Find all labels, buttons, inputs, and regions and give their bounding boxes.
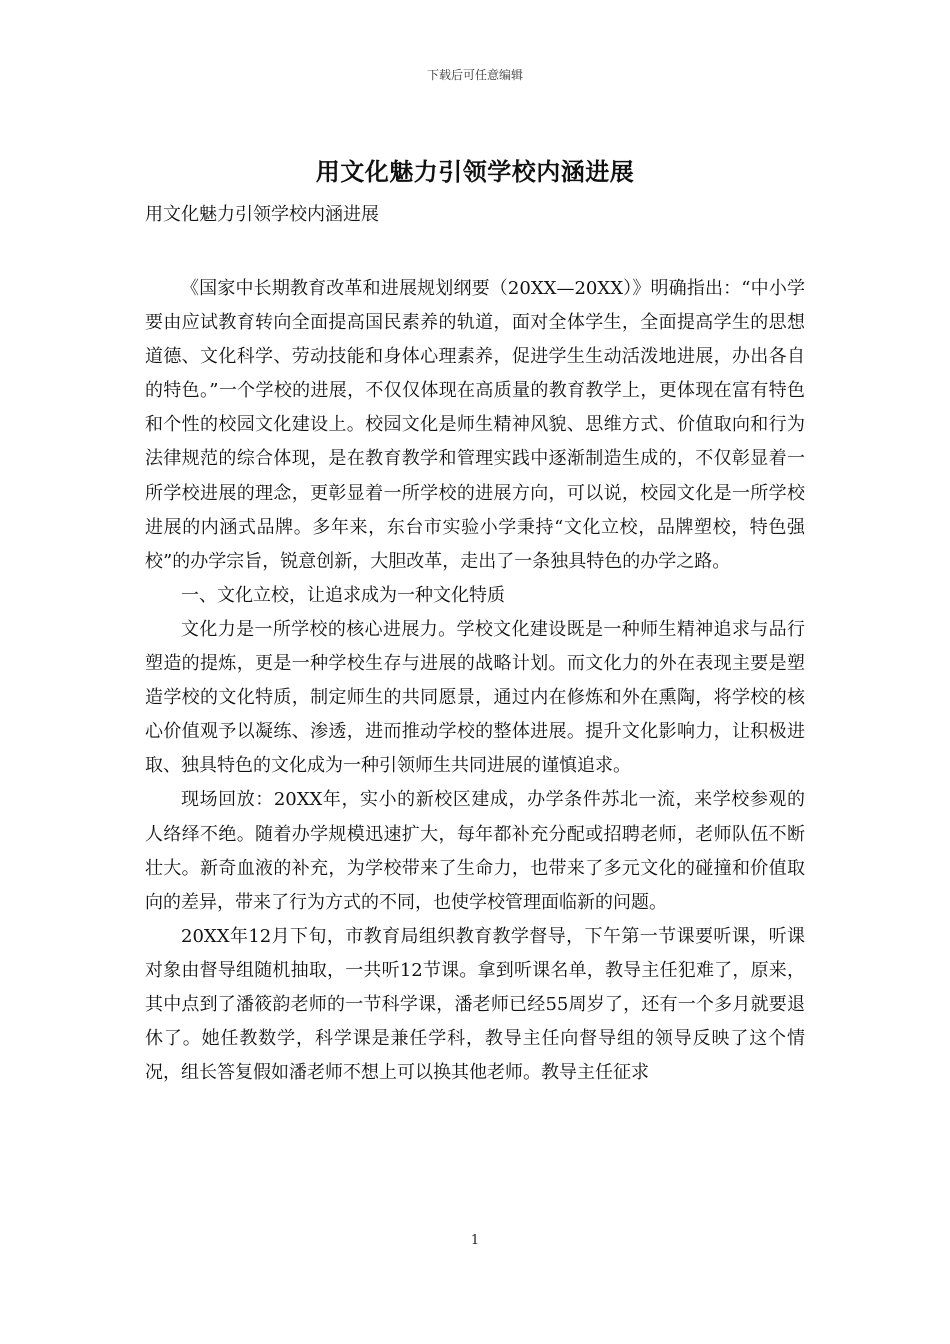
page-header-note: 下载后可任意编辑	[426, 68, 523, 82]
document-body	[145, 272, 805, 1090]
section-heading: 一、文化立校，让追求成为一种文化特质	[181, 584, 505, 606]
page-number: 1	[470, 1233, 480, 1248]
body-paragraph: 现场回放：20XX年，实小的新校区建成，办学条件苏北一流，来学校参观的人络绎不绝。随着办学规模迅速扩大，每年都补充分配或招聘老师，老师队伍不断壮大。新奇血液的补充，为学校带来了生命力，也带来了多元文化的碰撞和价值取向的差异，带来了行为方式的不同，也使学校管理面临新的问题。	[145, 789, 805, 913]
body-paragraph: 文化力是一所学校的核心进展力。学校文化建设既是一种师生精神追求与品行塑造的提炼，更是一种学校生存与进展的战略计划。而文化力的外在表现主要是塑造学校的文化特质，制定师生的共同愿景，通过内在修炼和外在熏陶，将学校的核心价值观予以凝练、渗透，进而推动学校的整体进展。提升文化影响力，让积极进取、独具特色的文化成为一种引领师生共同进展的谨慎追求。	[145, 618, 805, 777]
body-paragraph: 《国家中长期教育改革和进展规划纲要（20XX—20XX）》明确指出：“中小学要由应试教育转向全面提高国民素养的轨道，面对全体学生，全面提高学生的思想道德、文化科学、劳动技能和身体心理素养，促进学生生动活泼地进展，办出各自的特色。”一个学校的进展，不仅仅体现在高质量的教育教学上，更体现在富有特色和个性的校园文化建设上。校园文化是师生精神风貌、思维方式、价值取向和行为法律规范的综合体现，是在教育教学和管理实践中逐渐制造生成的，不仅彰显着一所学校进展的理念，更彰显着一所学校的进展方向，可以说，校园文化是一所学校进展的内涵式品牌。多年来，东台市实验小学秉持“文化立校，品牌塑校，特色强校”的办学宗旨，锐意创新，大胆改革，走出了一条独具特色的办学之路。	[145, 278, 805, 572]
document-subtitle: 用文化魅力引领学校内涵进展	[145, 204, 379, 225]
document-title: 用文化魅力引领学校内涵进展	[315, 158, 635, 186]
body-paragraph: 20XX年12月下旬，市教育局组织教育教学督导，下午第一节课要听课，听课对象由督导组随机抽取，一共听12节课。拿到听课名单，教导主任犯难了，原来，其中点到了潘筱韵老师的一节科学课，潘老师已经55周岁了，还有一个多月就要退休了。她任教数学，科学课是兼任学科，教导主任向督导组的领导反映了这个情况，组长答复假如潘老师不想上可以换其他老师。教导主任征求	[145, 925, 805, 1084]
